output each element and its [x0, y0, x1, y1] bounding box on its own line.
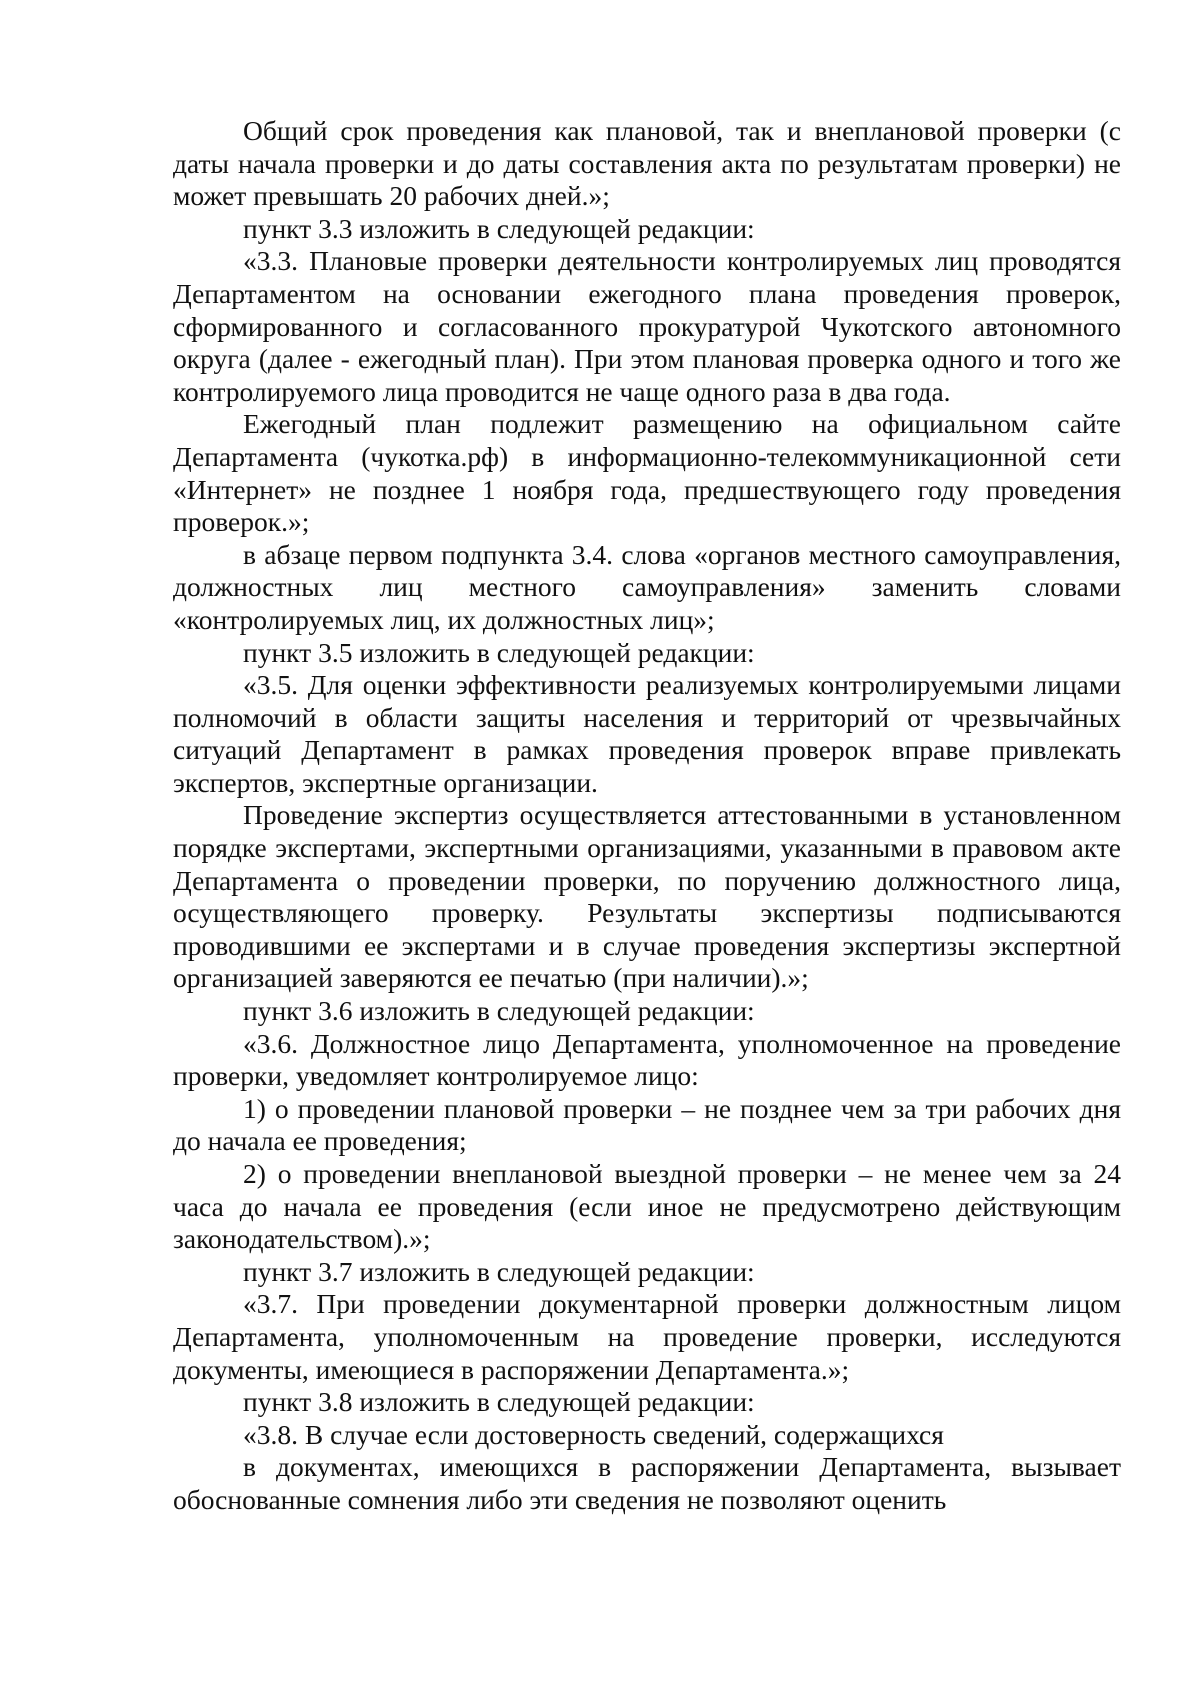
paragraph: в документах, имеющихся в распоряжении Департамента, вызывает обоснованные сомнения либо эти сведения не позволяют оценить	[173, 1451, 1121, 1515]
paragraph: пункт 3.5 изложить в следующей редакции:	[243, 636, 755, 668]
paragraph: пункт 3.6 изложить в следующей редакции:	[243, 995, 755, 1027]
paragraph: пункт 3.8 изложить в следующей редакции:	[243, 1386, 755, 1418]
paragraph: 1) о проведении плановой проверки – не позднее чем за три рабочих дня до начала ее проведения;	[173, 1092, 1121, 1157]
paragraph: «3.7. При проведении документарной проверки должностным лицом Департамента, уполномоченным на проведение проверки, исследуются документы, имеющиеся в распоряжении Департамента.»;	[173, 1288, 1121, 1385]
paragraph: Общий срок проведения как плановой, так и внеплановой проверки (с даты начала проверки и до даты составления акта по результатам проверки) не может превышать 20 рабочих дней.»;	[173, 115, 1121, 212]
paragraph: «3.3. Плановые проверки деятельности контролируемых лиц проводятся Департаментом на основании ежегодного плана проведения проверок, сформированного и согласованного прокуратурой Чукотского автономного округа (далее - ежегодный план). При этом плановая проверка одного и того же контролируемого лица проводится не чаще одного раза в два года.	[173, 245, 1121, 407]
document-body	[173, 115, 1121, 1517]
paragraph: в абзаце первом подпункта 3.4. слова «органов местного самоуправления, должностных лиц местного самоуправления» заменить словами «контролируемых лиц, их должностных лиц»;	[173, 538, 1121, 635]
paragraph: «3.5. Для оценки эффективности реализуемых контролируемыми лицами полномочий в области защиты населения и территорий от чрезвычайных ситуаций Департамент в рамках проведения проверок вправе привлекать экспертов, экспертные организации.	[173, 669, 1121, 798]
paragraph: пункт 3.7 изложить в следующей редакции:	[243, 1255, 755, 1287]
paragraph: 2) о проведении внеплановой выездной проверки – не менее чем за 24 часа до начала ее проведения (если иное не предусмотрено действующим законодательством).»;	[173, 1158, 1121, 1255]
paragraph: «3.6. Должностное лицо Департамента, уполномоченное на проведение проверки, уведомляет контролируемое лицо:	[173, 1027, 1121, 1092]
paragraph: пункт 3.3 изложить в следующей редакции:	[243, 212, 755, 244]
paragraph: Проведение экспертиз осуществляется аттестованными в установленном порядке экспертами, экспертными организациями, указанными в правовом акте Департамента о проведении проверки, по поручению должностного лица, осуществляющего проверку. Результаты экспертизы подписываются проводившими ее экспертами и в случае проведения экспертизы экспертной организацией заверяются ее печатью (при наличии).»;	[173, 799, 1121, 994]
paragraph: «3.8. В случае если достоверность сведений, содержащихся	[243, 1418, 944, 1450]
paragraph: Ежегодный план подлежит размещению на официальном сайте Департамента (чукотка.рф) в информационно-телекоммуникационной сети «Интернет» не позднее 1 ноября года, предшествующего году проведения проверок.»;	[173, 408, 1121, 538]
